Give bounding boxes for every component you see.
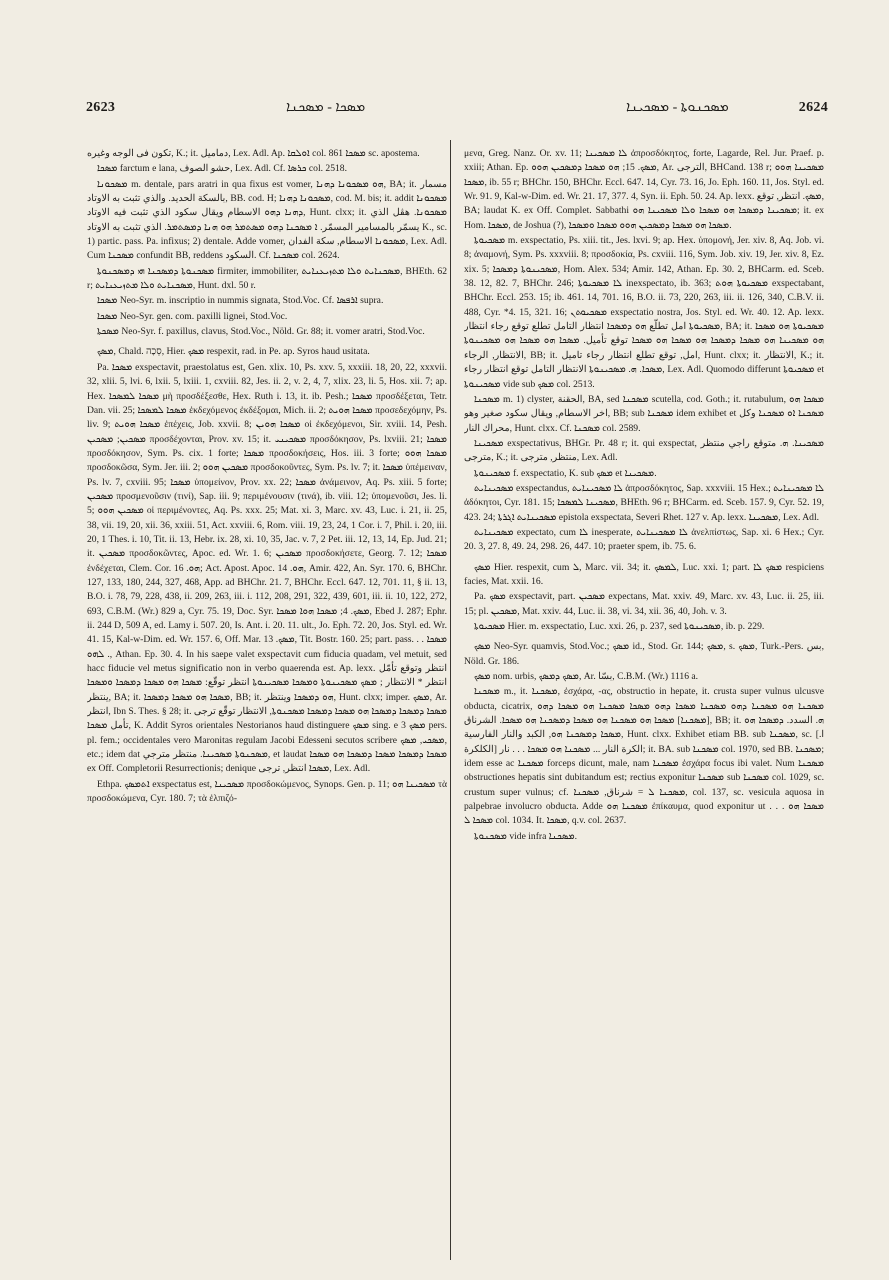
entry: ܡܣܟܢܐ m., it. ܡܣܟܢܐ, ἐσχάρα, -ας, obstructio in hepate, it. crusta super vulnus ulcusve obducta, cicatrix, ܡܣܟܢܐ ܗܘ ܡܣܟܢܐ ܕܗܘ ܡܣܟܢܐ ܡܣܟܐ ܕܗܘ ܡܣܟܐ ܡܣܟܢܐ ܗܘ ܡܣܟܐ ܕܗܘ [ܡܣܟܢܐ] ܡܣܟܐ ܗܘ ܡܣܟܢܐ ܗܘ ܡܣܟܐ ܕܡܣܟܢܐ ܗܘ ܡܣܟܐ. الشرناق, BB; it. ܗ. السدد. ܕܡܣܟܐ ܗܘ ܡܣܟܐ ܕܡܣܟܢܐ ܗܘ, الكبد والنار الفارسية, Hunt. clxx. Exhibet etiam BB. sub ܡܣܟܢܐ, sc. [ا. الكلكرة] الكرة النار ... ܡܣܟܢܐ ܗܘ ܡܣܟܐ . . . نار; it. BA. sub ܡܣܟܢܐ col. 1970, sed BB. ܡܣܟܢܐ; idem esse ac ܡܣܟܢܐ forceps dicunt, male, nam ܡܣܟܢܐ ἐσχάρα focus ibi valet. Num ܡܣܟܢܐ obstructiones hepatis sint dubitandum est; rectius exponitur ܡܣܟܢܐ sub ܡܣܟܢܐ col. 1029, sc. crustum super vulnus; cf. ܡܣܟܢܐ ܠ = شرناق, ܡܣܟܢܐ, col. 137, sc. vesicula aquosa in palpebrae involucro obducta. Adde ܡܣܟܢܐ ܗܘ ἐπίκαυμα, quod exponitur ut . . . ܡܣܟܐ ܗܘ ܡܣܟܐ ܠ col. 1034. It. ܡܣܟܐ, q.v. col. 2637.: [464, 686, 824, 827]
entry: ܡܣܟ Neo-Syr. quamvis, Stod.Voc.; ܡܣܟ id., Stod. Gr. 144; ܡܣܟ, s. ܡܣܟ, Turk.-Pers. بس, Nöld. Gr. 186.: [464, 641, 824, 667]
entry: ܡܣܟܢܘܬܐ ܕܡܣܟܢܐ ܗܝ ܕܡܣܟܢܘܬܐ firmiter, immobiliter, ܡܣܟܢܐܝܬ ܘܠܐ ܡܬܙܝܥܢܐܝܬ, BHEth. 62 r; ܡܣܟܢܐܝܬ ܘܠܐ ܡܬܙܝܥܢܐܝܬ, Hunt. dxl. 50 r.: [87, 265, 447, 292]
entry: ܡܣܟܐ Neo-Syr. gen. com. paxilli lignei, Stod.Voc.: [97, 310, 288, 322]
page-header: [86, 98, 828, 124]
entry: ܡܣܟܐ farctum e lana, حشو الصوف, Lex. Adl. Cf. ܟܪܣܐ col. 2518.: [97, 163, 348, 175]
entry: ܡܣܟܝܢܘܬܐ f. exspectatio, K. sub ܡܣܟ et ܡܣܟܝܢܐ.: [474, 467, 657, 479]
entry: ܡܣܟܐ Neo-Syr. m. inscriptio in nummis signata, Stod.Voc. Cf. ܐܪܦܣܐ supra.: [97, 295, 384, 307]
entry: Ethpa. ܐܬܡܣܟ exspectatus est, ܡܣܟܝܢܐ προσδοκώμενος, Synops. Gen. p. 11; ܡܣܟܝܢܐ ܗܘ τὰ προσδοκώμενα, Cyr. 180. 7; τὰ ἐλπιζό-: [87, 778, 447, 805]
right-running-title: ܡܣܟܢܘܬܐ - ܡܣܟܝܢܐ: [626, 100, 729, 115]
right-page-number: 2624: [798, 100, 828, 115]
entry: ܡܣܟܝܘܬܐ m. exspectatio, Ps. xiii. tit., Jes. lxvi. 9; ap. Hex. ὑπομονή, Jer. xiv. 8, Aq. Job. vi. 8; ἀναμονή, Sym. Ps. xxxviii. 8; προσδοκία, Ps. cxviii. 116, Sym. Job. xiv. 19, Jer. xiv. 8, Ez. xix. 5; ܡܣܟܝܢܘܬܐ ܕܡܣܟܐ, Hom. Alex. 534; Amir. 142, Athan. Ep. 30. 2, BHCarm. ed. Sceb. 38. 12, 82. 7, BHChr. 246; ܠܐ ܡܣܟܝܘܬܐ inexspectato, ib. 363; ܡܣܟܝܘܬܐ ܗܘܬ exspectabant, BHChr. Eccl. 253. 15; ib. 461. 14, 701. 16, B.O. ii. 73, 220, 263, iii. ii. 126, 340, C.B.V. ii. 488, Cyr. *4. 15, 321. 16; ܡܣܟܝܘܬܢ exspectatio nostra, Jos. Styl. ed. Wr. 40. 12. Ap. lexx. ܡܣܟܝܘܬܐ امل تطلّع ܗܘ ܕܡܣܟܐ انتظار التامل تطلع توقع رجاء انتظار, BA; it. ܡܣܟܝܘܬܐ ܗܘ ܡܣܟܐ ܗܘ ܡܣܟܝܢܐ ܗܘ ܡܣܟܐ ܕܡܣܟܐ ܗܘ ܡܣܟܐ ܗܘ ܡܣܟܐ توقع تأميل. ܡܣܟܐ ܗܘ ܡܣܟܐ ܗܘ ܡܣܟܝܢܘܬܐ الانتظار, الرجاء, BB; it. امل, توقع تطلع انتظار رجاء تاميل, Hunt. clxx; it. الانتظار, K.; it. ܡܣܟܐ. ܗ. ܡܣܟܝܢܘܬܐ الانتظار التامل توقع انتظار رجاء, Lex. Adl. Quomodo differunt ܡܣܟܝܘܬܐ et ܡܣܟܝܢܘܬܐ vide sub ܡܣܟ col. 2513.: [464, 235, 824, 390]
left-page-number: 2623: [86, 100, 116, 115]
entry: ܡܣܟܢܐ m. 1) clyster, الحقنة, BA, sed ܡܣܟܢܐ scutella, cod. Goth.; it. rutabulum, ܡܣܟܐ ܗܘ اخر الاسطام, ويقال سكود صغير وهو, BB; sub ܡܣܟܢܐ idem exhibet et ܡܣܟܢܐ ܐܘ ܡܣܟܢܐ وكل محراك النار, Hunt. clxx. Cf. ܡܣܟܢܐ col. 2589.: [464, 393, 824, 434]
entry: ܡܣܟ, Chald. סְכָה, Hier. ܡܣܟ respexit, rad. in Pe. ap. Syros haud usitata.: [97, 346, 370, 358]
entry: Pa. ܡܣܟ exspectavit, part. ܡܣܟܝܢ expectans, Mat. xxiv. 49, Marc. xv. 43, Luc. ii. 25, iii. 15; pl. ܡܣܟܝܢ, Mat. xxiv. 44, Luc. ii. 38, vi. 34, xii. 36, 40, Joh. v. 3.: [464, 591, 824, 617]
entry: ܡܣܟܢܘܬܐ vide infra ܡܣܟܢܐ.: [474, 830, 578, 842]
entry: ܡܣܟܝܢܐܝܬ exspectandus, ܠܐ ܡܣܟܝܢܐܝܬ ἀπροσδόκητος, Sap. xxxviii. 15 Hex.; ܠܐ ܡܣܟܝܢܐܝܬ ἀδόκητοι, Cyr. 181. 15; ܡܣܟܝܢܐ ܠܡܣܟܐ, BHEth. 96 r; BHCarm. ed. Sceb. 157. 9, Cyr. 52. 19, 423. 24; ܡܣܟܝܢܐܝܬ ܐܓܪܬܐ epistola exspectata, Severi Rhet. 127 v. Ap. lexx. ܡܣܟܝܢܐ, Lex. Adl.: [464, 482, 824, 523]
entry: ܡܣܟ Hier. respexit, cum ܠ, Marc. vii. 34; it. ܠܡܣܟ, Luc. xxi. 1; part. ܡܣܟ ܠܐ respiciens facies, Mat. xxii. 16.: [464, 561, 824, 587]
entry: ܡܣܟܝܘܬܐ Hier. m. exspectatio, Luc. xxi. 26, p. 237, sed ܡܣܟܝܢܘܬܐ, ib. p. 229.: [474, 621, 765, 632]
entry: Pa. ܡܣܟܐ exspectavit, praestolatus est, Gen. xlix. 10, Ps. xxv. 5, xxxiii. 18, 20, 22, xxxvii. 32, xlii. 5, lvi. 6, lxii. 5, lxiii. 1, cxviii. 82, Jes. ii. 2, v. 2, 4, 7, xlix. 23, li. 5, Hos. xii. 7; ap. Hex. ܡܣܟܐ ܠܡܣܟܐ μὴ προσδέξεσθε, Hex. Ruth i. 13, it. ib. Pesh.; ܡܣܟܐ προσδέξεται, Tetr. Dan. vii. 25; ܡܣܟܐ ܠܡܣܟܐ ἐκδεχόμενος ἐκδέξομαι, Mich. ii. 2; ܡܣܟܐ ܗܘܝܬ προσεδεχόμην, Ps. liv. 9; ܡܣܟܐ ܗܘܝܬ ἐπέχεις, Job. xxvii. 8; ܡܣܟܐ ܗܘܝܢ οἱ ἐκδεχόμενοι, Sir. xviii. 14, Pesh. ܡܣܟܝܢ; ܡܣܟܝܢ προσδέχονται, Prov. xv. 15; it. ܡܣܟܝܢܝ προσδόκησον, Ps. lxviii. 21; ܡܣܟܐ προσδόκησον, Sym. Ps. cix. 1 forte; ܡܣܟܐ προσδοκήσεις, Hos. iii. 3 forte; ܡܣܟܐ ܗܘܘ προσδοκῶσα, Sym. Jer. iii. 2; ܡܣܟܝܢ ܗܘܘ προσδοκοῦντες, Sym. Ps. lv. 7; it. ܡܣܟܐ ὑπέμειναν, Ps. lv. 7, cxviii. 95; ܡܣܟܐ ὑπομείνον, Prov. xx. 22; ܡܣܟܐ ἀνάμεινον, Aq. Ps. xiii. 5 forte; ܡܣܟܝܢ προσμενοῦσιν (τινί), Sap. iii. 9; περιμένουσιν (τινά), ib. viii. 12; ὑπομενοῦσι, Jes. li. 5; ܡܣܟܝܢ ܗܘܘ οἱ περιμένοντες, Aq. Ps. xxx. 25; Mat. xi. 3, Marc. xv. 43, Luc. i. 21, ii. 25, 38, vii. 19, 20, xii. 36, xxiii. 51, Act. xxviii. 6, Rom. viii. 19, 23, 24, 1 Cor. i. 7, Phil. i. 20, iii. 20, 1 Thes. i. 10, Tit. ii. 13, Hebr. ix. 28, xi. 10, 35, Jac. v. 7, 2 Pet. iii. 12, 13, 14, Ep. Jud. 21; it. ܡܣܟܝܢ προσδοκῶντες, Apoc. ed. Wr. 1. 6; ܡܣܟܝܢ προσδοκήσετε, Georg. 7. 12; ܡܣܟܐ ἐνδέχεται, Clem. Cor. ܗܘ. 16; Act. Apost. Apoc. ܗܘ. 14, Amir. 422, An. Syr. 170. 6, BHChr. 127, 133, 180, 244, 327, 468, App. ad BHChr. 21. 7, BHChr. Eccl. 647. 12, 701. 11, § ii. 13, B.O. i. 78, 79, 228, 438, ii. 209, 263, iii. i. 112, 208, 291, 322, 439, 601, iii. ii. 10, 122, 272, 693, C.B.M. (Wr.) 829 a, Cyr. 75. 19, Doc. Syr. ܡܣܟ. 4; ܡܣܟܐ ܗܘܐ ܡܣܟܐ, Ebed J. 287; Ephr. ii. 244 D, 509 A, ed. Lamy i. 507. 20, Is. Ant. i. 20. 11. ult., Jo. Eph. 72. 20, Jos. Styl. ed. Wr. 41. 15, Kal-w-Dim. ed. Wr. 157. 6, Off. Mar. ܡܣܟ. 13, Tit. Bostr. 160. 25; part. pass. ܡܣܟܐ . . . ܠܗܘ, Athan. Ep. 30. 4. In his saepe valet exspectavit cum fiducia quadam, vel metuit, sed hacc fiducie vel metus significatio non in verbo quaerenda est. Ap. lexx. انتظر وتوقع تأمّل انتظر * الانتظار ; ܡܣܟ ܡܣܟܝܢܘܬܐ ܘܡܣܟܐ ܡܣܟܝܢܘܬܐ انتظر توقّع: ܡܣܟܐ ܗܘ ܡܣܟܐ ܕܡܣܟܐ ܘܡܣܟܐ ينتظر, BA; it. ܡܣܟܐ ܗܘ ܡܣܟܐ ܕܡܣܟܐ, BB; it. ܗܘ ܕܡܣܟܐ وينتظر, Hunt. clxx; imper. ܡܣܟ, Ar. انتظر, Ibn S. Thes. § 28; it. ܡܣܟܐ ܕܡܣܟܐ ܕܡܣܟܐ ܗܘ ܡܣܟܐ ܕܡܣܟܐ ܡܣܟܢܘܬܐ, الانتظار توقّع ترجى تأمل ܡܣܟܐ, K. Addit Syros orientales Nestorianos haud distinguere ܡܣܟ sing. e ܡܣܟ 3 pers. pl. fem.; occidentales vero Maronitas regulam Jacobi Edesseni secutos scribere ܡܣܟܝ, ܡܣܟ, etc.; idem dat ܡܣܟܢܘܬܐ ܡܣܟܝܢܐ. منتظر مترجي, et laudat ܡܣܟܐ ܕܡܣܟܐ ܡܣܟܐ ܕܡܣܟܐ ܗܘ ܡܣܟܐ ex Off. Completorii Resurrectionis; denique ܡܣܟܐ انتظر, ترجى, Lex. Adl.: [87, 361, 447, 775]
right-column: [464, 147, 824, 1257]
left-running-title: ܡܣܟܐ - ܡܣܟܢܐ: [286, 100, 366, 115]
entry: ܡܣܟܘܢܐ m. dentale, pars aratri in qua fixus est vomer, ܗܘ ܡܣܟܘܢܐ ܕܗܢܐ, BA; it. مسمار بالسكة الحديد. والذي تثبت به الاوتاد, BB. cod. H; ܡܣܟܘܢܐ ܕܗܢܐ, cod. M. bis; it. addit ܡܣܟܘܢܐ ܕܗܢܐ ܕܗܘ الاسطام ويقال سكود الذي تثبت فيه الاوتاد, Hunt. clxx; it. ܡܣܟܘܢܐ. هڨل الذي يسمّر بالمسامير المسمّر. ܐ ܡܣܟܢܐ ܕܗܘ ܡܣܬܡܪ ܗܘ ܗܢܐ ܕܡܣܬܡܪ. الذي تثبت به الاوتاد K., sc. 1) partic. pass. Pa. infixus; 2) dentale. Adde vomer, ܡܣܟܘܢܐ الاسطام, سكة الفدان, Lex. Adl. Cum ܡܣܟܢܐ confundit BB, reddens السكود. Cf. ܡܣܟܢܐ col. 2624.: [87, 178, 447, 262]
entry: ܡܣܟܝܢܐ exspectativus, BHGr. Pr. 48 r; it. qui exspectat, ܡܣܟܝܢܐ. ܗ. متوقع راجي منتظر مترجى, K.; it. منتظر, مترجى, Lex. Adl.: [464, 437, 824, 464]
column-divider: [450, 140, 451, 1260]
entry: μενα, Greg. Nanz. Or. xv. 11; ܠܐ ܡܣܟܝܢܐ ἀπροσδόκητος, forte, Lagarde, Rel. Jur. Praef. p. xxiii; Athan. Ep. ܡܣܟ. 15; ܗܘ ܡܣܟܐ ܕܡܣܟܝܢ ܗܘܘ, Ar. الترجى, BHCand. 138 r; ܡܣܟܝܢܐ ܗܘܘ ܡܣܟܐ, ib. 55 r; BHChr. 150, BHChr. Eccl. 647. 14, Cyr. 73. 16, Jo. Eph. 160. 11, Jos. Styl. ed. Wr. 91. 9, Kal-w-Dim. ed. Wr. 21. 17, 377. 4, Syn. ii. Eph. 50. 24. Ap. lexx. ܡܣܟ. انتظر, توقع, BA; laudat K. ex Off. Complet. Sabbathi ܡܣܟܝܢܐ ܕܡܣܟܐ ܗܘ ܡܣܟܐ ܘܠܐ ܡܣܟܝܢܐ ܗܘ; it. ex Hom. ܡܣܟܐ, de Joshua (?), ܡܣܟܐ ܗܘ ܡܣܟܐ ܕܡܣܟܝܢ ܗܘܘ ܡܣܟܐ ܘܡܣܟܐ.: [464, 148, 824, 231]
left-column: [87, 147, 447, 1257]
entry: ܡܣܟ nom. urbis, ܡܣܟ ܕܡܣܟ, Ar. بسّا, C.B.M. (Wr.) 1116 a.: [474, 671, 699, 683]
entry: ܡܣܟܝܢܐܝܬ expectato, cum ܠܐ inesperate, ܠܐ ܡܣܟܝܢܐܝܬ ἀνελπίστως, Sap. xi. 6 Hex.; Cyr. 20. 3, 27. 8, 49. 24, 298. 26, 447. 10; praeter spem, ib. 75. 6.: [464, 526, 824, 553]
entry: ܡܣܟܬܐ Neo-Syr. f. paxillus, clavus, Stod.Voc., Nöld. Gr. 88; it. vomer aratri, Stod.Voc.: [97, 326, 425, 338]
entry: تكون فى الوجه وغيره, K.; it. دماميل, Lex. Adl. Ap. ܐܘܠܩܐ col. 861 ܡܣܟܐ sc. apostema.: [87, 148, 420, 159]
